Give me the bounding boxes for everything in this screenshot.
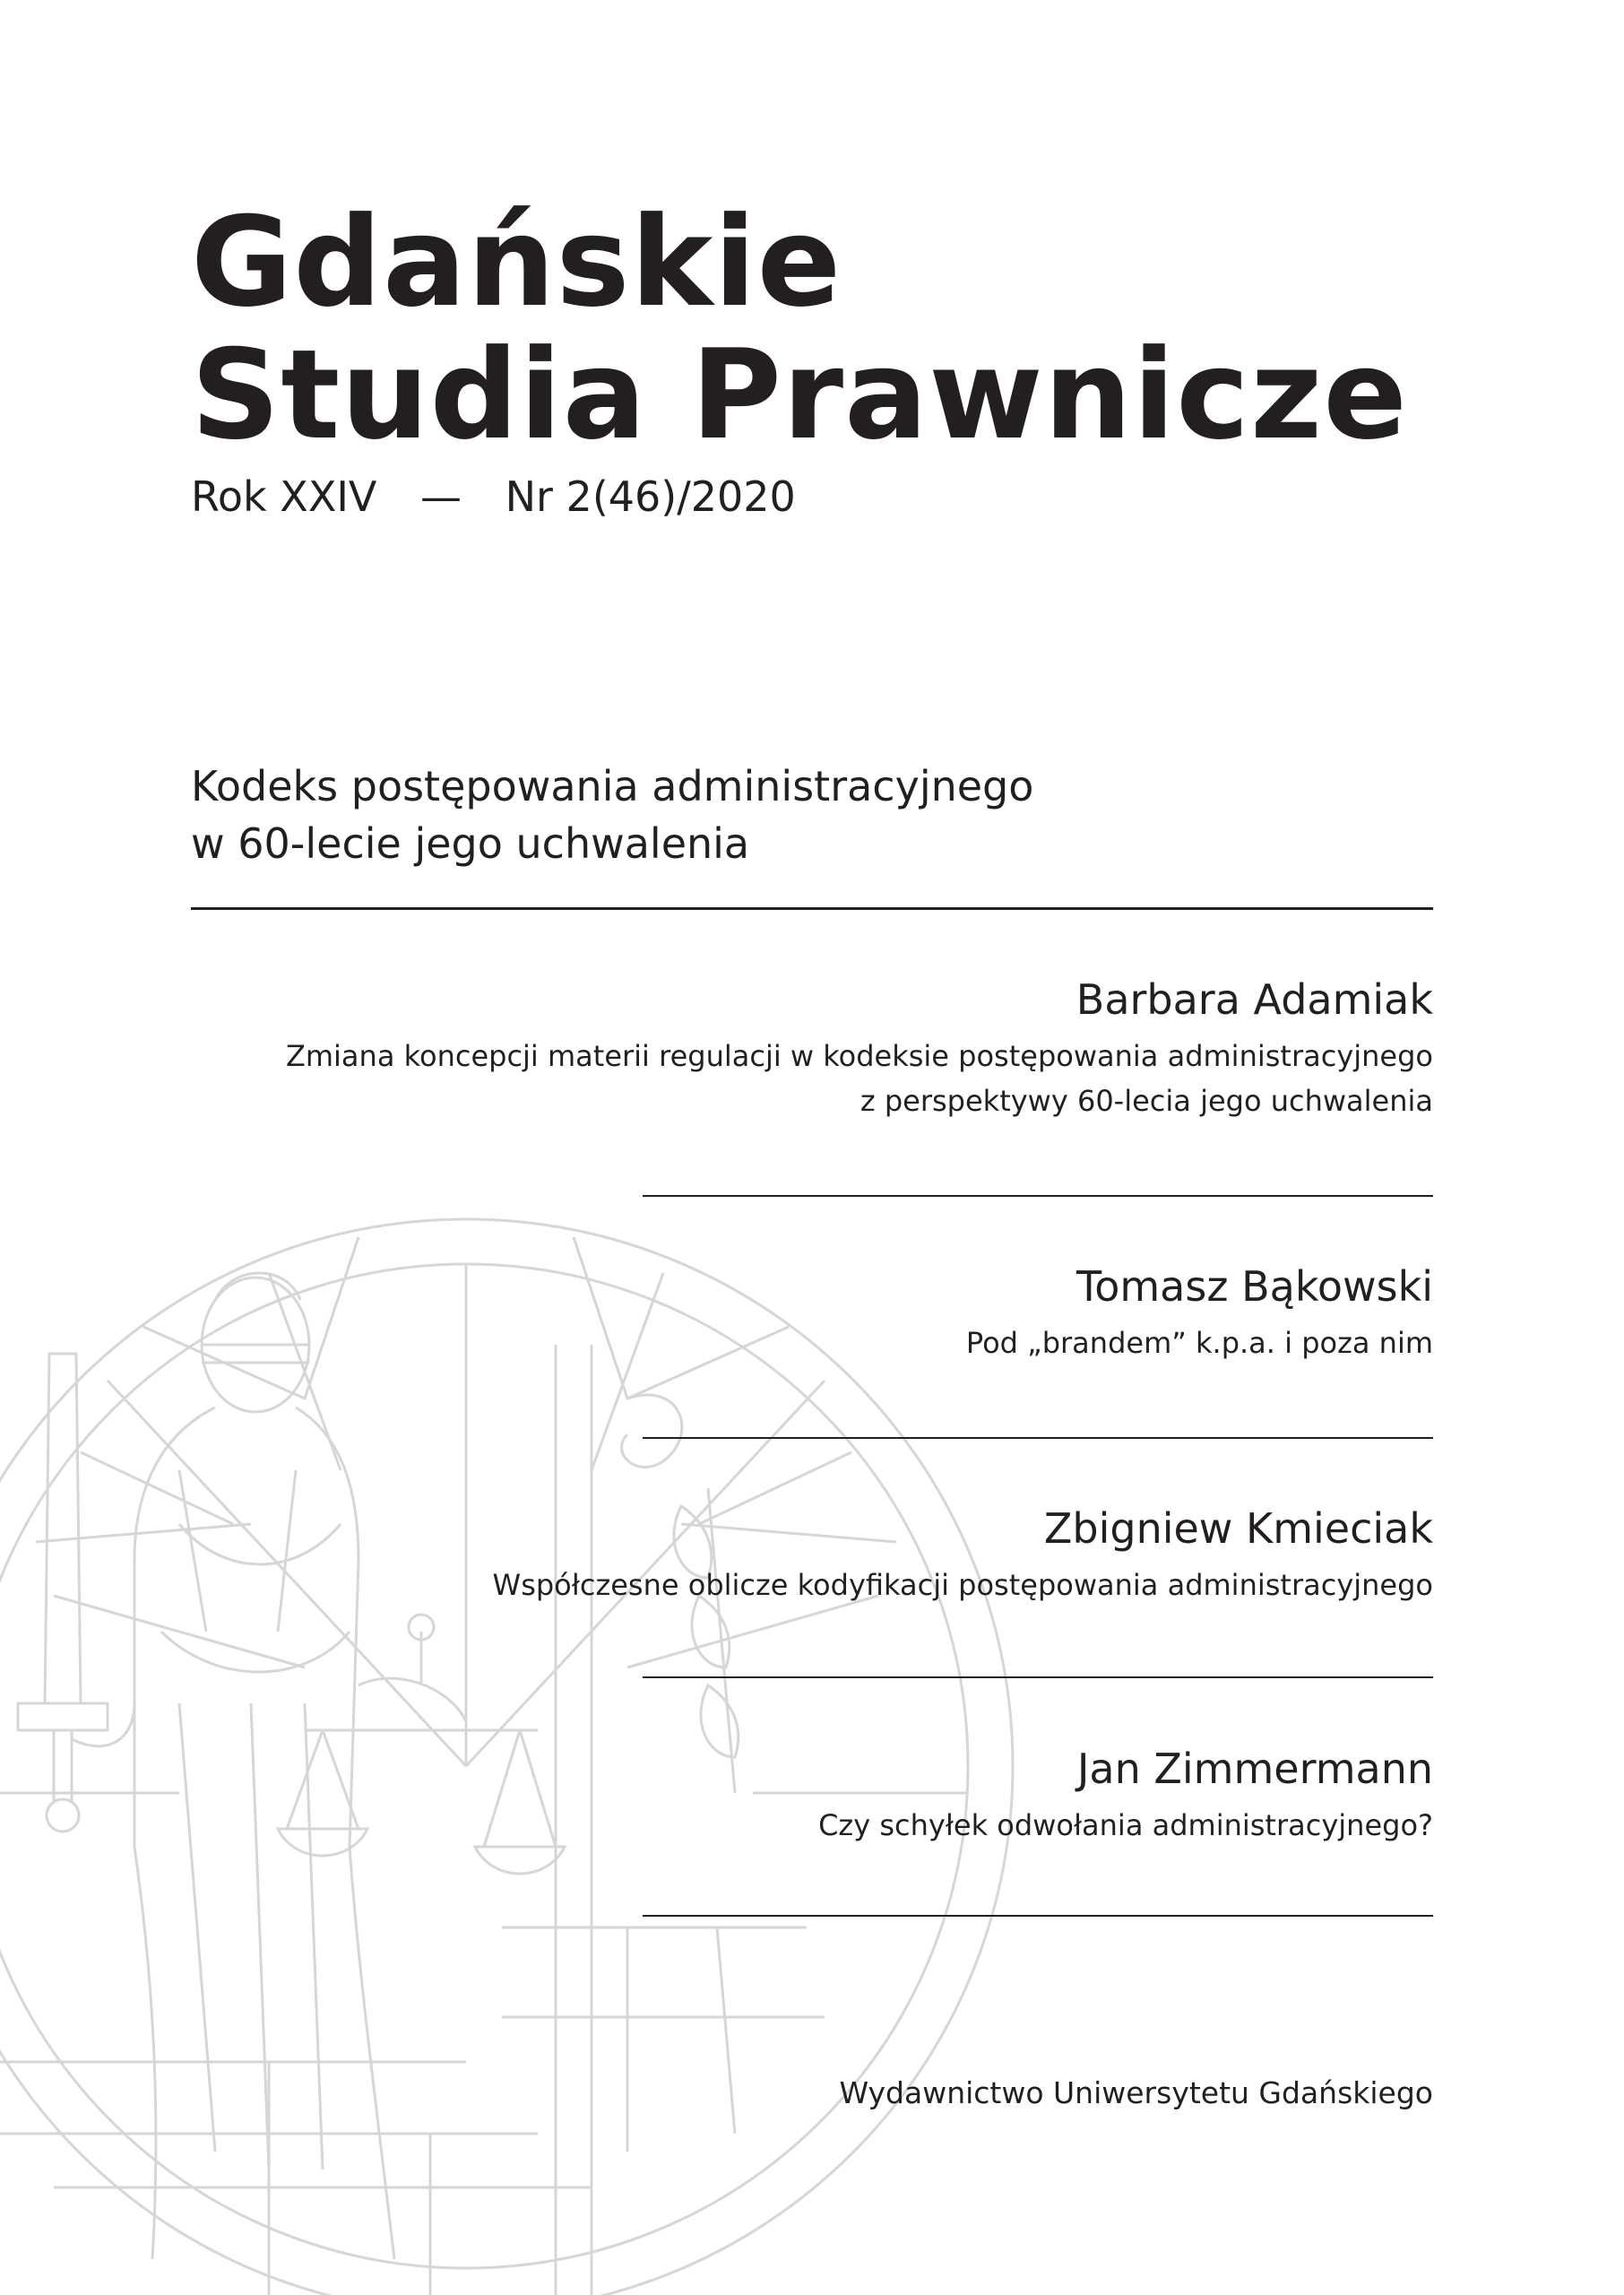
article-author: Barbara Adamiak bbox=[1075, 975, 1433, 1024]
article-title-line: Współczesne oblicze kodyfikacji postępowania administracyjnego bbox=[492, 1568, 1433, 1602]
article-entry bbox=[493, 1502, 1433, 1607]
article-author: Zbigniew Kmieciak bbox=[1043, 1504, 1433, 1553]
article-divider bbox=[643, 1195, 1433, 1197]
theme-line-2: w 60-lecie jego uchwalenia bbox=[191, 819, 750, 868]
article-divider bbox=[643, 1437, 1433, 1439]
issue-theme bbox=[191, 758, 1033, 872]
article-title-line: z perspektywy 60-lecia jego uchwalenia bbox=[860, 1084, 1433, 1118]
article-divider bbox=[643, 1676, 1433, 1678]
theme-line-1: Kodeks postępowania administracyjnego bbox=[191, 762, 1034, 810]
article-author: Tomasz Bąkowski bbox=[1075, 1262, 1433, 1311]
article-title-line: Zmiana koncepcji materii regulacji w kodeksie postępowania administracyjnego bbox=[285, 1039, 1433, 1073]
publisher-name: Wydawnictwo Uniwersytetu Gdańskiego bbox=[839, 2075, 1433, 2110]
issue-label: Nr 2(46)/2020 bbox=[505, 472, 796, 521]
journal-title-line-2: Studia Prawnicze bbox=[191, 323, 1408, 467]
separator: — bbox=[419, 472, 462, 521]
article-title-line: Pod „brandem” k.p.a. i poza nim bbox=[965, 1326, 1433, 1360]
article-author: Jan Zimmermann bbox=[1076, 1745, 1433, 1793]
article-divider bbox=[643, 1915, 1433, 1917]
issue-info bbox=[191, 472, 796, 521]
theme-divider bbox=[191, 907, 1433, 910]
journal-title-line-1: Gdańskie bbox=[191, 190, 842, 334]
article-entry bbox=[818, 1742, 1433, 1848]
article-entry bbox=[966, 1260, 1433, 1365]
article-entry bbox=[286, 973, 1433, 1123]
year-label: Rok XXIV bbox=[191, 472, 377, 521]
article-title-line: Czy schyłek odwołania administracyjnego? bbox=[818, 1808, 1433, 1842]
